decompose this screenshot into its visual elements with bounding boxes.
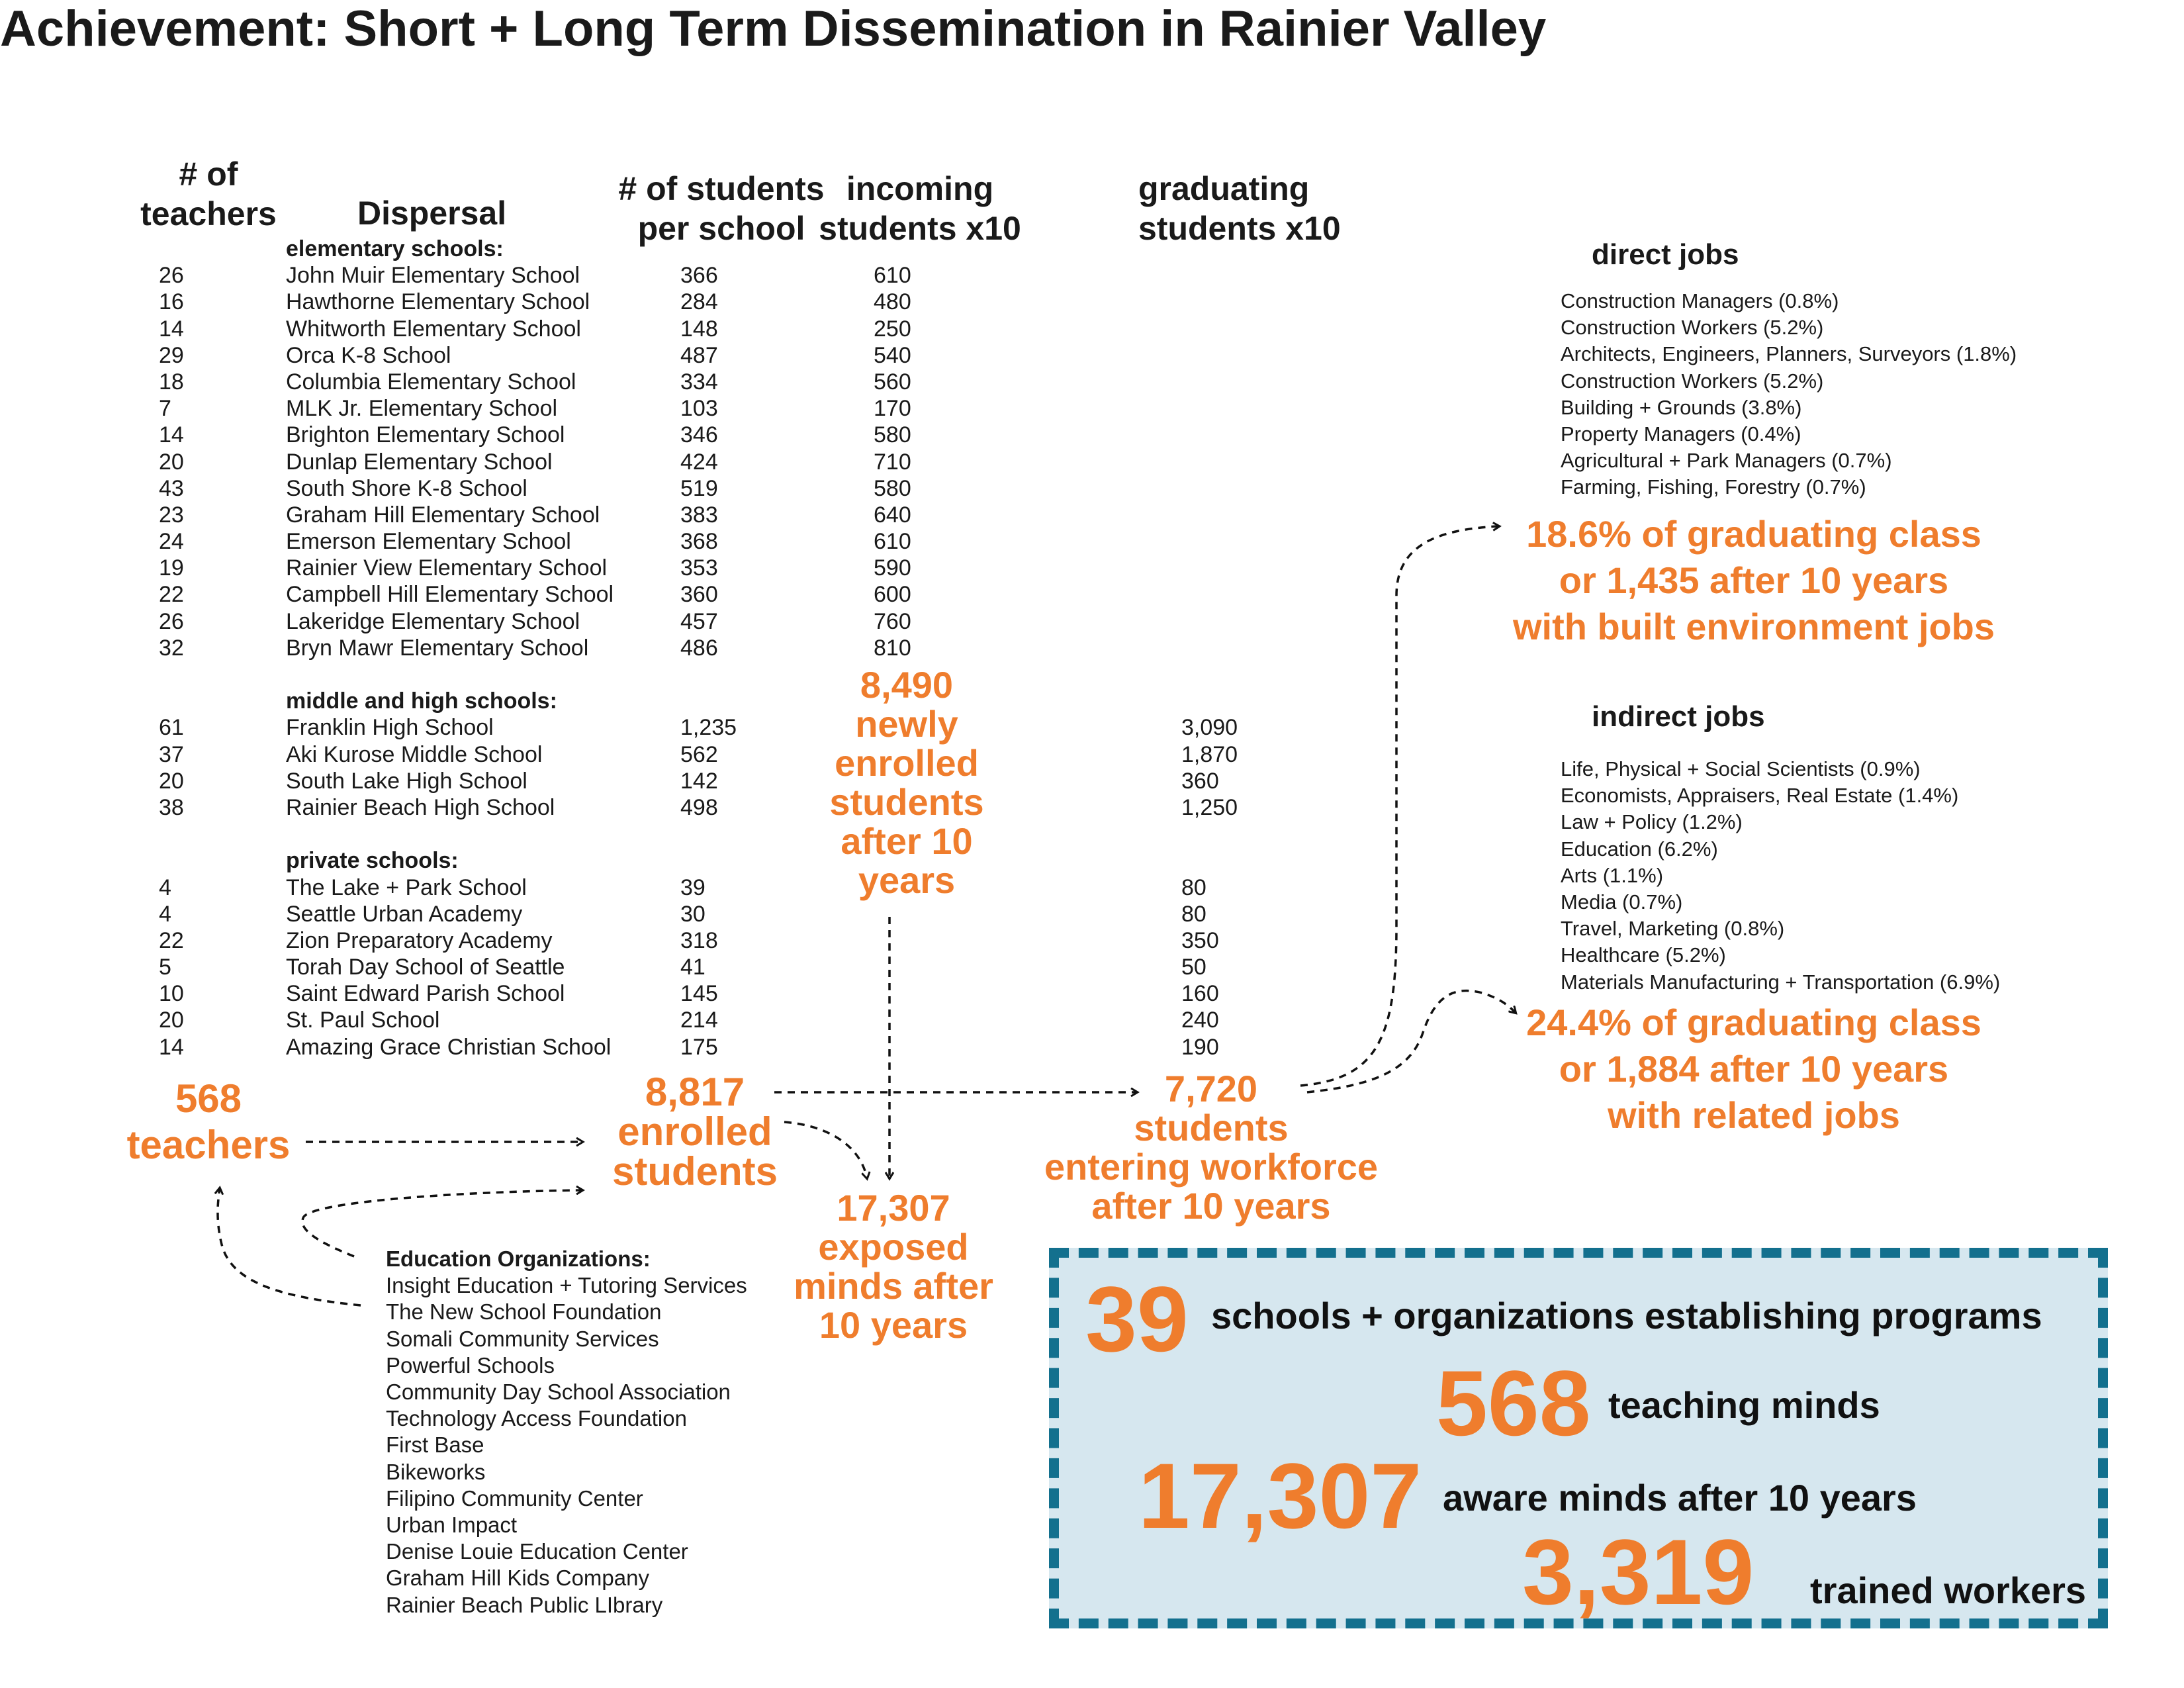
cell-name: Graham Hill Elementary School — [286, 502, 600, 528]
job-item: Property Managers (0.4%) — [1561, 422, 1801, 446]
cell-incoming: 600 — [874, 582, 911, 608]
cell-incoming: 580 — [874, 422, 911, 448]
cell-students: 145 — [680, 981, 718, 1007]
cell-teachers: 37 — [159, 741, 184, 767]
cell-teachers: 24 — [159, 529, 184, 555]
cell-students: 103 — [680, 396, 718, 422]
exposed-line4: 10 years — [819, 1304, 968, 1346]
cell-students: 175 — [680, 1034, 718, 1060]
cell-incoming: 480 — [874, 289, 911, 315]
cell-graduating: 350 — [1181, 927, 1219, 953]
cell-incoming: 610 — [874, 263, 911, 289]
cell-name: Saint Edward Parish School — [286, 981, 565, 1007]
job-item: Architects, Engineers, Planners, Surveyors (1.8%) — [1561, 342, 2017, 366]
cell-incoming: 640 — [874, 502, 911, 528]
cell-graduating: 1,250 — [1181, 794, 1238, 820]
org-item: Urban Impact — [386, 1513, 518, 1538]
header-graduating-line2: students x10 — [1138, 210, 1341, 247]
aware-count: 17,307 — [1138, 1444, 1422, 1548]
cell-graduating: 240 — [1181, 1008, 1219, 1033]
job-item: Economists, Appraisers, Real Estate (1.4%) — [1561, 784, 1959, 808]
cell-students: 142 — [680, 768, 718, 794]
arrow-workforce-to-direct — [1300, 526, 1499, 1086]
cell-teachers: 7 — [159, 396, 171, 422]
job-item: Construction Workers (5.2%) — [1561, 369, 1824, 393]
header-students-line1: # of students — [618, 170, 825, 207]
org-item: Community Day School Association — [386, 1380, 731, 1405]
schools-text: schools + organizations establishing programs — [1211, 1295, 2042, 1336]
cell-teachers: 14 — [159, 422, 184, 448]
cell-teachers: 22 — [159, 582, 184, 608]
cell-graduating: 360 — [1181, 768, 1219, 794]
cell-incoming: 170 — [874, 396, 911, 422]
job-item: Life, Physical + Social Scientists (0.9%) — [1561, 757, 1921, 780]
newly-enrolled-number: 8,490 — [860, 664, 954, 706]
org-item: Powerful Schools — [386, 1352, 555, 1378]
cell-teachers: 20 — [159, 768, 184, 794]
teachers-label: teachers — [126, 1123, 291, 1167]
cell-students: 498 — [680, 794, 718, 820]
cell-teachers: 4 — [159, 901, 171, 927]
cell-students: 334 — [680, 369, 718, 395]
page-title: Achievement: Short + Long Term Dissemination in Rainier Valley — [0, 1, 1547, 57]
cell-name: Columbia Elementary School — [286, 369, 576, 395]
cell-teachers: 23 — [159, 502, 184, 528]
cell-students: 486 — [680, 635, 718, 661]
cell-teachers: 43 — [159, 475, 184, 501]
org-item: Denise Louie Education Center — [386, 1539, 688, 1564]
arrow-workforce-to-indirect — [1307, 991, 1516, 1092]
cell-incoming: 590 — [874, 555, 911, 581]
cell-name: St. Paul School — [286, 1008, 440, 1033]
job-item: Law + Policy (1.2%) — [1561, 810, 1743, 834]
cell-teachers: 38 — [159, 794, 184, 820]
cell-name: Aki Kurose Middle School — [286, 741, 543, 767]
schools-count: 39 — [1085, 1267, 1189, 1371]
arrow-orgs-to-enrolled — [302, 1190, 582, 1256]
cell-graduating: 190 — [1181, 1034, 1219, 1060]
cell-name: Franklin High School — [286, 715, 494, 741]
education-organizations-label: Education Organizations: — [386, 1246, 651, 1271]
cell-graduating: 160 — [1181, 981, 1219, 1007]
cell-incoming: 760 — [874, 608, 911, 634]
cell-students: 368 — [680, 529, 718, 555]
direct-jobs-summary-line1: 18.6% of graduating class — [1526, 513, 1981, 555]
header-dispersal: Dispersal — [357, 195, 507, 232]
cell-students: 30 — [680, 901, 705, 927]
indirect-jobs-summary-line3: with related jobs — [1608, 1094, 1900, 1136]
job-item: Building + Grounds (3.8%) — [1561, 395, 1802, 419]
cell-name: MLK Jr. Elementary School — [286, 396, 558, 422]
cell-students: 383 — [680, 502, 718, 528]
cell-students: 487 — [680, 342, 718, 368]
cell-students: 346 — [680, 422, 718, 448]
header-incoming-line1: incoming — [846, 170, 994, 207]
job-item: Materials Manufacturing + Transportation (6.9%) — [1561, 970, 2001, 994]
cell-teachers: 29 — [159, 342, 184, 368]
group-label: private schools: — [286, 848, 459, 874]
cell-name: The Lake + Park School — [286, 874, 527, 900]
enrolled-line3: students — [612, 1149, 778, 1194]
teaching-text: teaching minds — [1608, 1384, 1880, 1426]
cell-name: Hawthorne Elementary School — [286, 289, 590, 315]
cell-teachers: 26 — [159, 263, 184, 289]
cell-teachers: 20 — [159, 449, 184, 475]
job-item: Media (0.7%) — [1561, 890, 1683, 914]
cell-teachers: 61 — [159, 715, 184, 741]
cell-name: Dunlap Elementary School — [286, 449, 553, 475]
cell-name: South Lake High School — [286, 768, 527, 794]
job-item: Construction Workers (5.2%) — [1561, 316, 1824, 340]
org-item: Rainier Beach Public LIbrary — [386, 1592, 663, 1617]
cell-name: South Shore K-8 School — [286, 475, 527, 501]
cell-students: 39 — [680, 874, 705, 900]
header-incoming-line2: students x10 — [819, 210, 1021, 247]
org-item: Graham Hill Kids Company — [386, 1566, 649, 1591]
cell-name: John Muir Elementary School — [286, 263, 580, 289]
arrow-enrolled-to-exposed — [784, 1122, 867, 1178]
cell-name: Torah Day School of Seattle — [286, 955, 565, 980]
job-item: Construction Managers (0.8%) — [1561, 289, 1839, 312]
cell-name: Orca K-8 School — [286, 342, 451, 368]
exposed-number: 17,307 — [837, 1187, 950, 1229]
cell-name: Rainier View Elementary School — [286, 555, 608, 581]
cell-name: Zion Preparatory Academy — [286, 927, 553, 953]
job-item: Agricultural + Park Managers (0.7%) — [1561, 449, 1892, 473]
cell-teachers: 5 — [159, 955, 171, 980]
header-teachers-line2: teachers — [140, 195, 277, 232]
group-label: elementary schools: — [286, 236, 504, 261]
cell-name: Campbell Hill Elementary School — [286, 582, 614, 608]
workforce-line3: entering workforce — [1044, 1146, 1379, 1188]
newly-enrolled-line5: after 10 — [841, 820, 973, 862]
cell-name: Whitworth Elementary School — [286, 316, 581, 342]
cell-name: Amazing Grace Christian School — [286, 1034, 612, 1060]
org-item: Bikeworks — [386, 1459, 486, 1484]
cell-graduating: 1,870 — [1181, 741, 1238, 767]
cell-students: 366 — [680, 263, 718, 289]
cell-name: Brighton Elementary School — [286, 422, 565, 448]
workforce-line4: after 10 years — [1091, 1185, 1331, 1227]
enrolled-line2: enrolled — [617, 1109, 772, 1154]
cell-teachers: 4 — [159, 874, 171, 900]
indirect-jobs-summary-line2: or 1,884 after 10 years — [1559, 1048, 1949, 1090]
trained-text: trained workers — [1810, 1570, 2087, 1611]
indirect-jobs-summary-line1: 24.4% of graduating class — [1526, 1002, 1981, 1043]
summary-box — [1049, 1248, 2108, 1628]
cell-teachers: 32 — [159, 635, 184, 661]
group-label: middle and high schools: — [286, 688, 557, 714]
teachers-number: 568 — [175, 1076, 242, 1121]
cell-name: Bryn Mawr Elementary School — [286, 635, 589, 661]
job-item: Travel, Marketing (0.8%) — [1561, 917, 1785, 941]
cell-teachers: 20 — [159, 1008, 184, 1033]
teaching-count: 568 — [1436, 1351, 1591, 1455]
newly-enrolled-line6: years — [858, 859, 956, 901]
header-students-line2: per school — [637, 210, 805, 247]
cell-students: 41 — [680, 955, 705, 980]
exposed-line3: minds after — [794, 1265, 993, 1307]
enrolled-number: 8,817 — [645, 1070, 745, 1114]
cell-incoming: 540 — [874, 342, 911, 368]
cell-graduating: 80 — [1181, 901, 1206, 927]
cell-teachers: 14 — [159, 1034, 184, 1060]
cell-incoming: 560 — [874, 369, 911, 395]
job-item: Arts (1.1%) — [1561, 863, 1664, 887]
cell-name: Lakeridge Elementary School — [286, 608, 580, 634]
cell-name: Seattle Urban Academy — [286, 901, 523, 927]
cell-graduating: 50 — [1181, 955, 1206, 980]
newly-enrolled-line3: enrolled — [835, 742, 979, 784]
cell-students: 519 — [680, 475, 718, 501]
cell-teachers: 26 — [159, 608, 184, 634]
cell-teachers: 16 — [159, 289, 184, 315]
cell-incoming: 810 — [874, 635, 911, 661]
cell-teachers: 22 — [159, 927, 184, 953]
workforce-line2: students — [1134, 1107, 1289, 1149]
cell-students: 318 — [680, 927, 718, 953]
cell-students: 148 — [680, 316, 718, 342]
indirect-jobs-heading: indirect jobs — [1592, 700, 1765, 733]
job-item: Education (6.2%) — [1561, 837, 1718, 861]
cell-students: 457 — [680, 608, 718, 634]
cell-graduating: 3,090 — [1181, 715, 1238, 741]
job-item: Farming, Fishing, Forestry (0.7%) — [1561, 475, 1866, 499]
aware-text: aware minds after 10 years — [1443, 1477, 1917, 1519]
direct-jobs-summary-line3: with built environment jobs — [1513, 606, 1995, 647]
org-item: The New School Foundation — [386, 1299, 662, 1325]
direct-jobs-heading: direct jobs — [1592, 238, 1739, 271]
org-item: Filipino Community Center — [386, 1485, 643, 1511]
newly-enrolled-line4: students — [829, 781, 984, 823]
header-teachers-line1: # of — [179, 156, 238, 193]
cell-students: 214 — [680, 1008, 718, 1033]
cell-incoming: 250 — [874, 316, 911, 342]
cell-teachers: 18 — [159, 369, 184, 395]
cell-students: 424 — [680, 449, 718, 475]
org-item: Insight Education + Tutoring Services — [386, 1273, 747, 1298]
cell-incoming: 710 — [874, 449, 911, 475]
cell-students: 360 — [680, 582, 718, 608]
cell-teachers: 10 — [159, 981, 184, 1007]
cell-students: 1,235 — [680, 715, 737, 741]
cell-students: 284 — [680, 289, 718, 315]
cell-students: 353 — [680, 555, 718, 581]
newly-enrolled-line2: newly — [855, 703, 958, 745]
org-item: First Base — [386, 1432, 484, 1458]
cell-teachers: 14 — [159, 316, 184, 342]
cell-incoming: 610 — [874, 529, 911, 555]
org-item: Technology Access Foundation — [386, 1406, 687, 1431]
header-graduating-line1: graduating — [1138, 170, 1310, 207]
cell-name: Emerson Elementary School — [286, 529, 571, 555]
cell-teachers: 19 — [159, 555, 184, 581]
job-item: Healthcare (5.2%) — [1561, 943, 1726, 967]
cell-incoming: 580 — [874, 475, 911, 501]
direct-jobs-summary-line2: or 1,435 after 10 years — [1559, 559, 1949, 601]
cell-name: Rainier Beach High School — [286, 794, 555, 820]
org-item: Somali Community Services — [386, 1326, 659, 1351]
exposed-line2: exposed — [818, 1226, 969, 1268]
trained-count: 3,319 — [1522, 1520, 1754, 1624]
cell-students: 562 — [680, 741, 718, 767]
cell-graduating: 80 — [1181, 874, 1206, 900]
workforce-number: 7,720 — [1164, 1068, 1258, 1109]
